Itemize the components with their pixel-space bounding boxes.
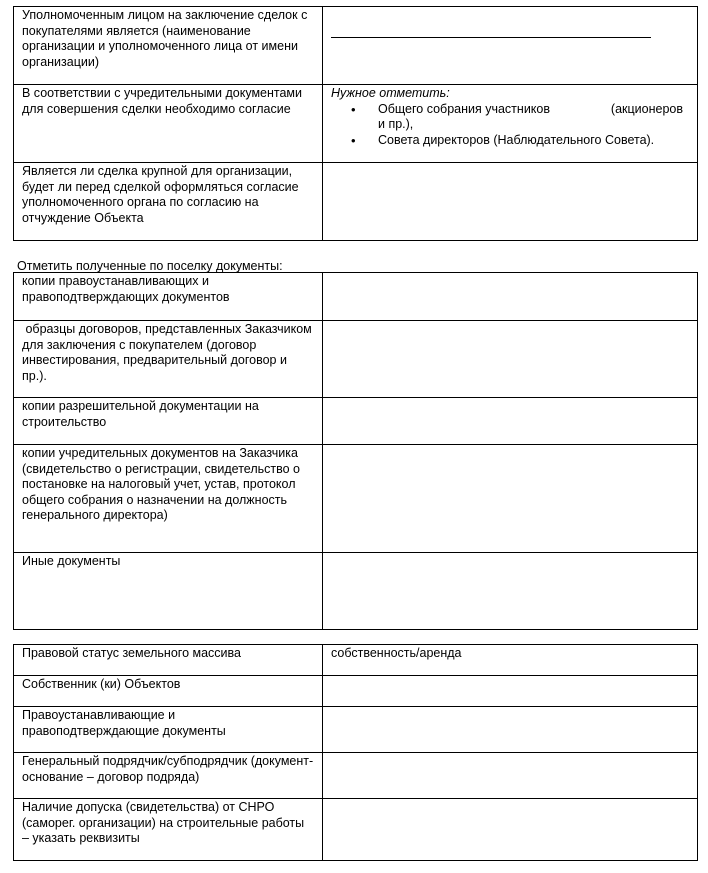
owner-value[interactable] <box>323 676 698 707</box>
contractor-value[interactable] <box>323 753 698 799</box>
doc-value-title-deeds[interactable] <box>323 273 698 321</box>
table-row <box>14 707 698 753</box>
authorization-table <box>13 6 698 241</box>
land-status-label: Правовой статус земельного массива <box>14 645 323 676</box>
table-row <box>14 273 698 321</box>
contractor-label: Генеральный подрядчик/субподрядчик (документ-основание – договор подряда) <box>14 753 323 799</box>
documents-table <box>13 272 698 630</box>
consent-options <box>323 85 698 163</box>
table-row <box>14 398 698 445</box>
table-row <box>14 753 698 799</box>
doc-label-contract-samples: образцы договоров, представленных Заказчиком для заключения с покупателем (договор инвестирования, предварительный договор и пр.). <box>14 321 323 398</box>
doc-label-title-deeds: копии правоустанавливающих и правоподтверждающих документов <box>14 273 323 321</box>
table-row <box>14 676 698 707</box>
doc-value-other[interactable] <box>323 553 698 630</box>
general-meeting-option-cont: (акционеров <box>610 101 683 116</box>
title-docs-label: Правоустанавливающие и правоподтверждающие документы <box>14 707 323 753</box>
land-status-table <box>13 644 698 861</box>
title-docs-value[interactable] <box>323 707 698 753</box>
doc-label-constituent-docs: копии учредительных документов на Заказчика (свидетельство о регистрации, свидетельство о постановке на налоговый учет, устав, протокол общего собрания о назначении на должность генерального директора) <box>14 445 323 553</box>
general-meeting-option-tail: и пр.), <box>378 117 414 131</box>
list-item[interactable] <box>351 133 689 149</box>
general-meeting-option: • Общего собрания участников <box>378 101 550 116</box>
doc-label-permits: копии разрешительной документации на строительство <box>14 398 323 445</box>
list-item[interactable] <box>351 102 689 133</box>
signature-line <box>331 37 651 38</box>
doc-label-other: Иные документы <box>14 553 323 630</box>
table-row <box>14 799 698 861</box>
land-status-value[interactable]: собственность/аренда <box>323 645 698 676</box>
consent-list <box>331 102 689 149</box>
doc-value-constituent-docs[interactable] <box>323 445 698 553</box>
table-row <box>14 85 698 163</box>
documents-caption: Отметить полученные по поселку документы: <box>17 259 283 273</box>
sro-permit-value[interactable] <box>323 799 698 861</box>
table-row <box>14 321 698 398</box>
table-row <box>14 7 698 85</box>
doc-value-contract-samples[interactable] <box>323 321 698 398</box>
table-row <box>14 553 698 630</box>
authorized-person-label: Уполномоченным лицом на заключение сделок с покупателями является (наименование организации и уполномоченного лица от имени организации) <box>14 7 323 85</box>
note-title: Нужное отметить: <box>331 86 450 100</box>
table-row <box>14 645 698 676</box>
table-row <box>14 445 698 553</box>
doc-value-permits[interactable] <box>323 398 698 445</box>
major-deal-label: Является ли сделка крупной для организации, будет ли перед сделкой оформляться согласие уполномоченного органа по согласию на отчуждение Объекта <box>14 163 323 241</box>
major-deal-value[interactable] <box>323 163 698 241</box>
table-row <box>14 163 698 241</box>
owner-label: Собственник (ки) Объектов <box>14 676 323 707</box>
authorized-person-value[interactable] <box>323 7 698 85</box>
board-option: Совета директоров (Наблюдательного Совета). <box>378 132 655 147</box>
consent-label: В соответствии с учредительными документами для совершения сделки необходимо согласие <box>14 85 323 163</box>
sro-permit-label: Наличие допуска (свидетельства) от СНРО (саморег. организации) на строительные работы – указать реквизиты <box>14 799 323 861</box>
